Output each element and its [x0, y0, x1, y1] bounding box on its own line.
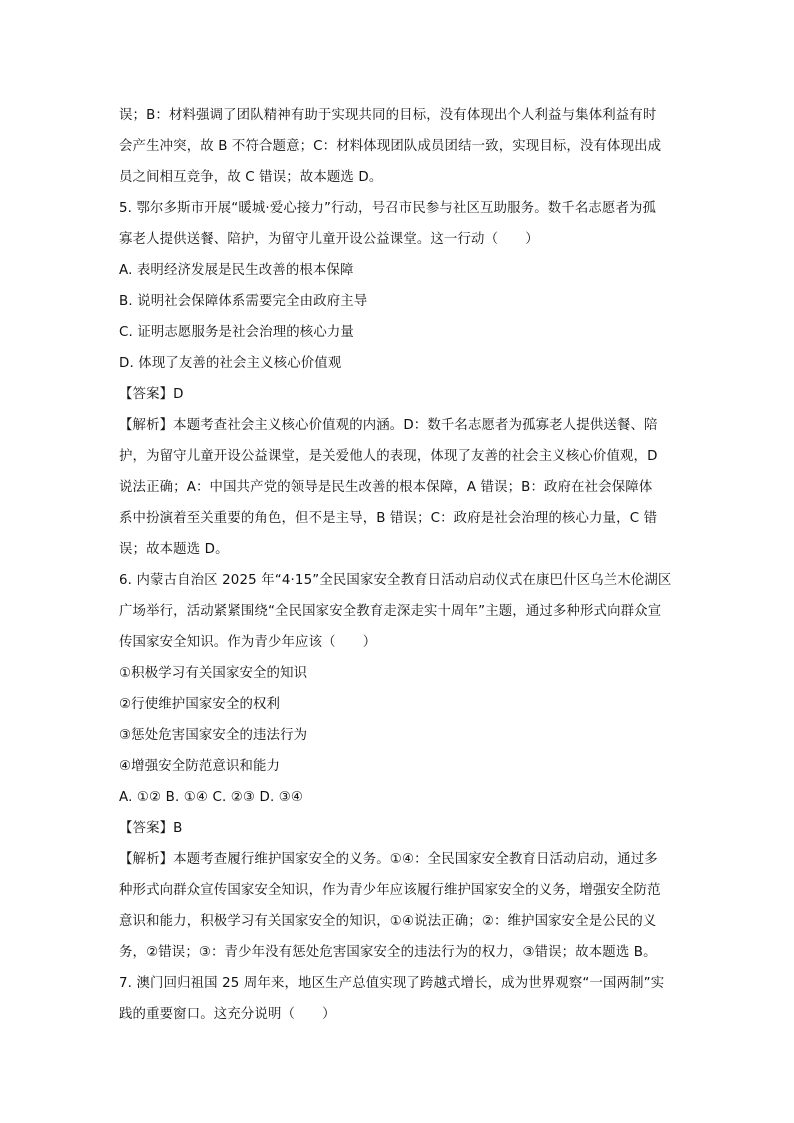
question-5-analysis: 误；故本题选 D。: [119, 542, 229, 557]
question-6-item-4: ④增强安全防范意识和能力: [119, 759, 281, 774]
text-line: 误；B：材料强调了团队精神有助于实现共同的目标，没有体现出个人利益与集体利益有时: [119, 108, 657, 123]
question-5-stem: 寡老人提供送餐、陪护，为留守儿童开设公益课堂。这一行动（ ）: [119, 232, 539, 247]
document-body: [119, 100, 679, 1030]
question-6-stem: 6. 内蒙古自治区 2025 年“4·15”全民国家安全教育日活动启动仪式在康巴什区乌兰木伦湖区: [119, 573, 672, 588]
question-6-stem: 广场举行，活动紧紧围绕“全民国家安全教育走深走实十周年”主题，通过多种形式向群众宣: [119, 604, 662, 619]
question-6-options: A. ①② B. ①④ C. ②③ D. ③④: [119, 790, 304, 805]
question-5-stem: 5. 鄂尔多斯市开展“暖城·爱心接力”行动，号召市民参与社区互助服务。数千名志愿者为孤: [119, 201, 657, 216]
text-line: 会产生冲突，故 B 不符合题意；C：材料体现团队成员团结一致，实现目标，没有体现出成: [119, 139, 662, 154]
question-5-option-c: C. 证明志愿服务是社会治理的核心力量: [119, 325, 354, 340]
question-6-item-3: ③惩处危害国家安全的违法行为: [119, 728, 308, 743]
question-6-analysis: 种形式向群众宣传国家安全知识，作为青少年应该履行维护国家安全的义务，增强安全防范: [119, 883, 661, 898]
question-5-answer: 【答案】D: [119, 387, 184, 402]
question-5-option-d: D. 体现了友善的社会主义核心价值观: [119, 356, 342, 371]
question-5-option-b: B. 说明社会保障体系需要完全由政府主导: [119, 294, 368, 309]
question-6-answer: 【答案】B: [119, 821, 183, 836]
question-6-item-2: ②行使维护国家安全的权利: [119, 697, 281, 712]
question-5-analysis: 【解析】本题考查社会主义核心价值观的内涵。D：数千名志愿者为孤寡老人提供送餐、陪: [119, 418, 658, 433]
question-7-stem: 7. 澳门回归祖国 25 周年来，地区生产总值实现了跨越式增长，成为世界观察“一国两制”实: [119, 976, 665, 991]
question-5-option-a: A. 表明经济发展是民生改善的根本保障: [119, 263, 354, 278]
question-6-analysis: 【解析】本题考查履行维护国家安全的义务。①④：全民国家安全教育日活动启动，通过多: [119, 852, 658, 867]
question-5-analysis: 系中扮演着至关重要的角色，但不是主导，B 错误；C：政府是社会治理的核心力量，C 错: [119, 511, 658, 526]
text-line: 员之间相互竞争，故 C 错误；故本题选 D。: [119, 170, 383, 185]
question-5-analysis: 说法正确；A：中国共产党的领导是民生改善的根本保障，A 错误；B：政府在社会保障体: [119, 480, 653, 495]
question-7-stem: 践的重要窗口。这充分说明（ ）: [119, 1007, 336, 1022]
question-6-stem: 传国家安全知识。作为青少年应该（ ）: [119, 635, 377, 650]
question-6-analysis: 务，②错误；③：青少年没有惩处危害国家安全的违法行为的权力，③错误；故本题选 B。: [119, 945, 657, 960]
question-6-analysis: 意识和能力，积极学习有关国家安全的知识，①④说法正确；②：维护国家安全是公民的义: [119, 914, 657, 929]
question-6-item-1: ①积极学习有关国家安全的知识: [119, 666, 308, 681]
question-5-analysis: 护，为留守儿童开设公益课堂，是关爱他人的表现，体现了友善的社会主义核心价值观，D: [119, 449, 658, 464]
